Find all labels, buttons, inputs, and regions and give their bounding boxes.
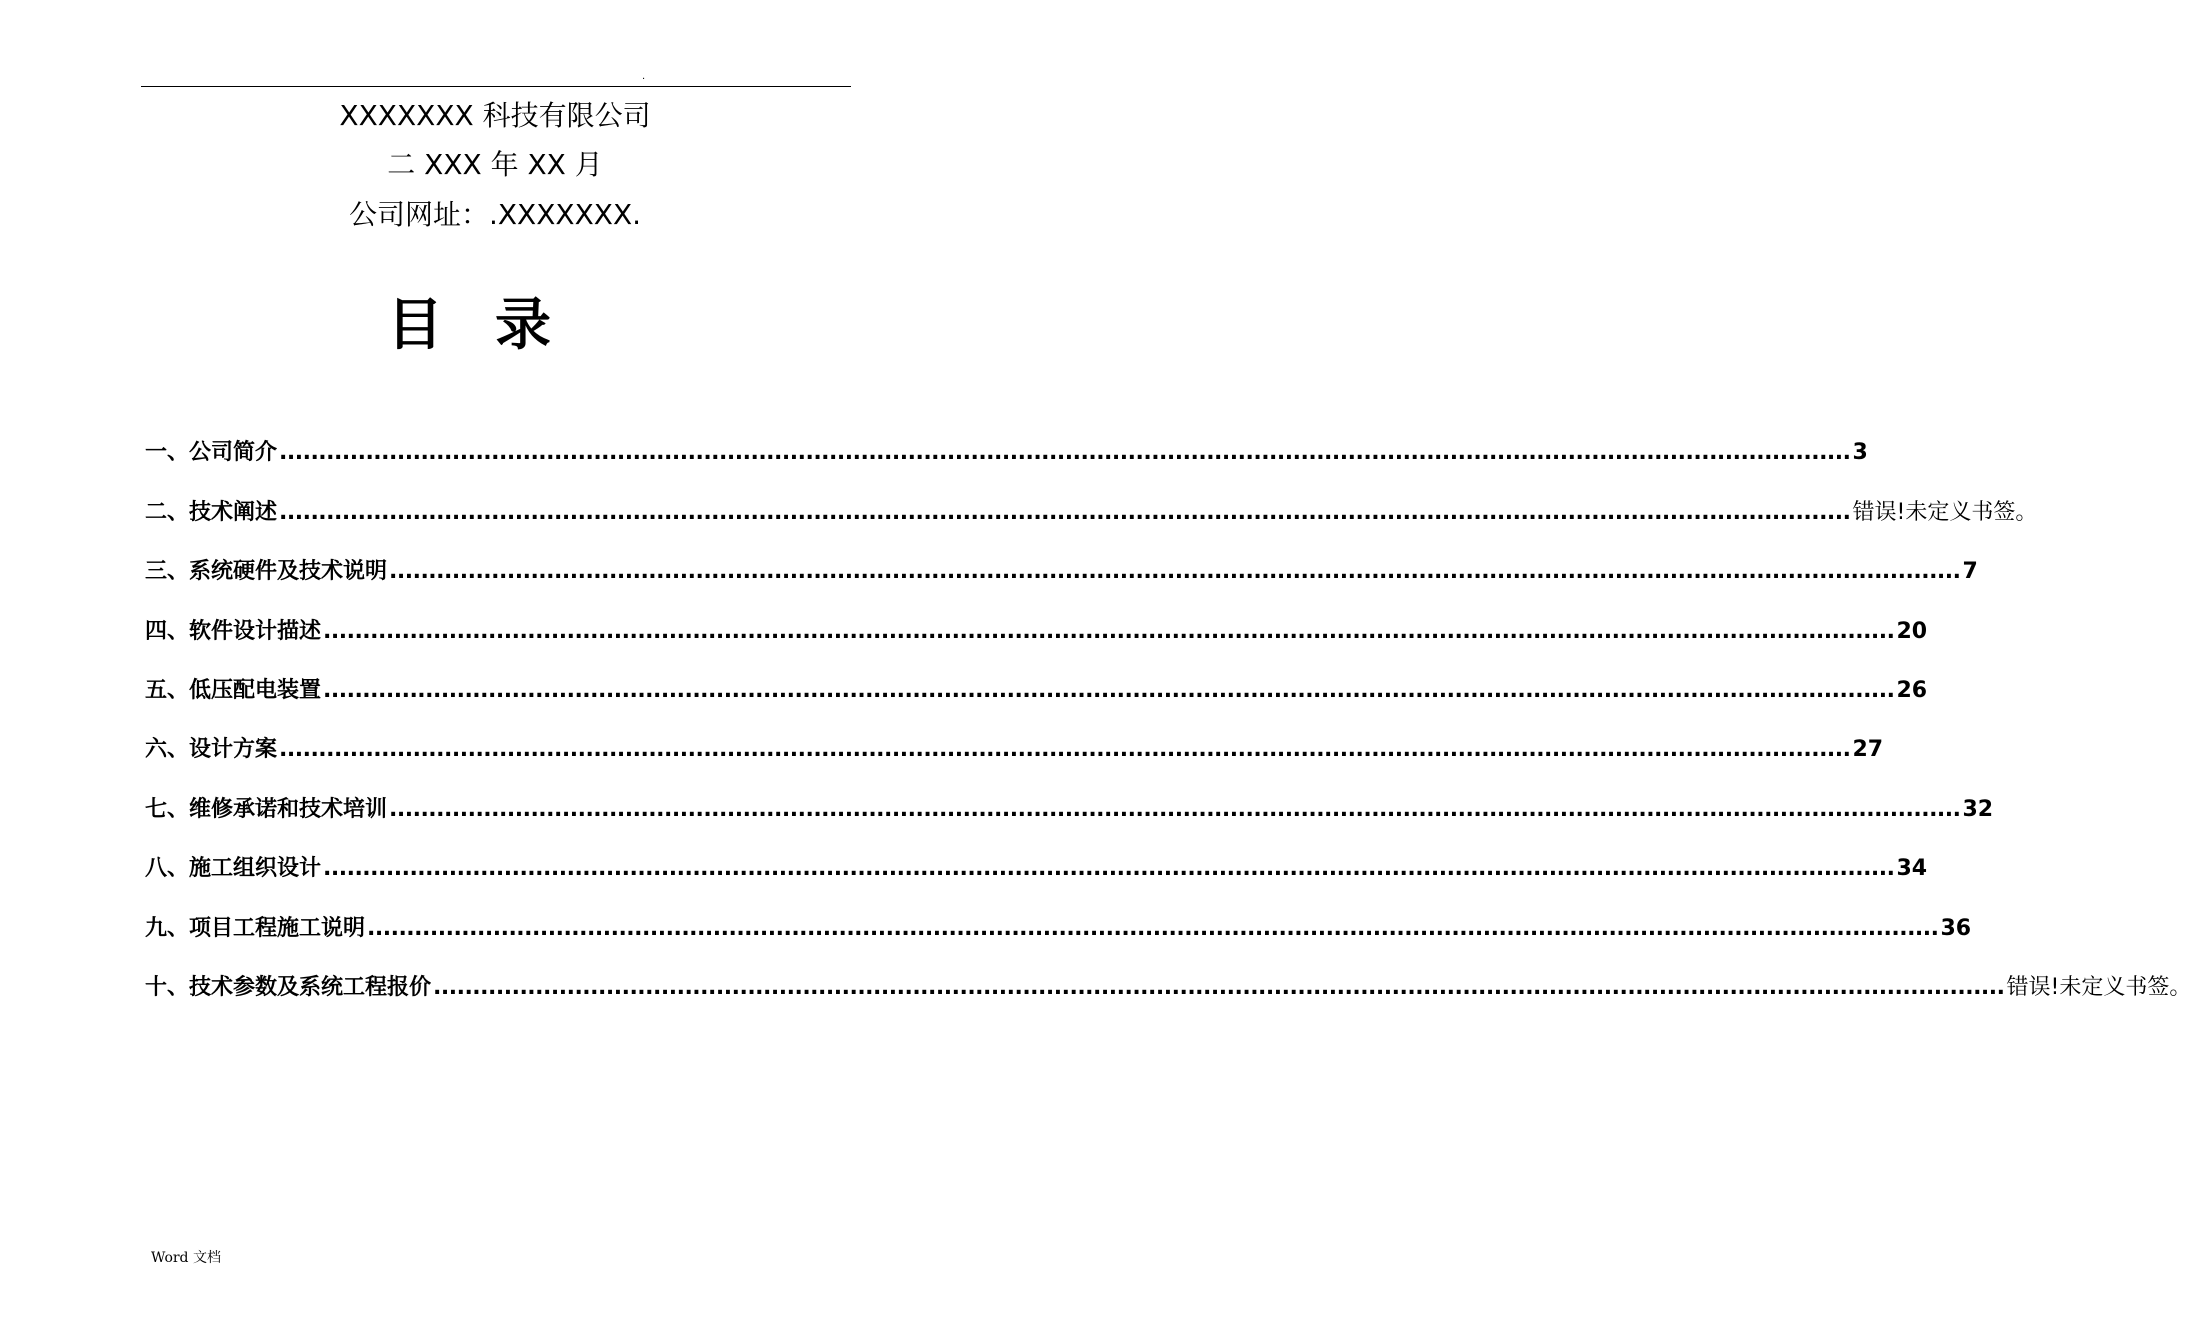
toc-entry[interactable] [145,475,2038,534]
toc-entry-page: 错误!未定义书签。 [2006,974,2191,1000]
toc-entry-label: 五、低压配电装置 [145,677,322,703]
toc-entry-page: 20 [1896,618,1928,644]
toc-dot-leader: ........................................................................................................................................................................................................ [323,618,1895,644]
toc-entry-page: 34 [1896,856,1928,882]
toc-dot-leader: ........................................................................................................................................................................................................ [323,677,1895,703]
toc-entry-page: 32 [1962,796,1994,822]
toc-entry[interactable] [145,535,1978,594]
toc-entry-label: 三、系统硬件及技术说明 [145,559,388,585]
header-rule [141,86,851,87]
toc-entry-label: 一、公司简介 [145,440,278,466]
toc-dot-leader: ........................................................................................................................................................................................................ [323,856,1895,882]
toc-entry-label: 十、技术参数及系统工程报价 [145,974,432,1000]
table-of-contents [145,416,2191,1010]
toc-entry-label: 七、维修承诺和技术培训 [145,796,388,822]
toc-dot-leader: ........................................................................................................................................................................................................ [279,737,1851,763]
toc-title: 目录 [387,293,603,358]
toc-entry-page: 错误!未定义书签。 [1852,499,2038,525]
toc-entry-page: 7 [1962,559,1978,585]
toc-entry-label: 四、软件设计描述 [145,618,322,644]
toc-entry-label: 二、技术阐述 [145,499,278,525]
header-mark: . [642,71,646,82]
toc-entry-page: 36 [1940,915,1972,941]
company-website: 公司网址：.XXXXXXX. [348,198,642,231]
toc-entry-label: 六、设计方案 [145,737,278,763]
toc-dot-leader: ........................................................................................................................................................................................................ [279,440,1851,466]
toc-entry[interactable] [145,654,1928,713]
toc-entry[interactable] [145,772,1994,831]
footer-text: Word 文档 [151,1250,221,1266]
toc-entry[interactable] [145,891,1972,950]
toc-entry-page: 3 [1852,440,1868,466]
toc-dot-leader: ........................................................................................................................................................................................................ [433,974,2005,1000]
toc-entry[interactable] [145,951,2191,1010]
toc-entry-label: 九、项目工程施工说明 [145,915,366,941]
toc-dot-leader: ........................................................................................................................................................................................................ [279,499,1851,525]
toc-entry[interactable] [145,713,1884,772]
toc-entry-page: 27 [1852,737,1884,763]
toc-dot-leader: ........................................................................................................................................................................................................ [367,915,1939,941]
toc-entry[interactable] [145,416,1868,475]
toc-entry[interactable] [145,594,1928,653]
toc-entry[interactable] [145,832,1928,891]
toc-dot-leader: ........................................................................................................................................................................................................ [389,559,1961,585]
toc-entry-page: 26 [1896,677,1928,703]
toc-dot-leader: ........................................................................................................................................................................................................ [389,796,1961,822]
toc-entry-label: 八、施工组织设计 [145,856,322,882]
company-name: XXXXXXX 科技有限公司 [339,99,651,132]
document-date: 二 XXX 年 XX 月 [387,148,603,181]
